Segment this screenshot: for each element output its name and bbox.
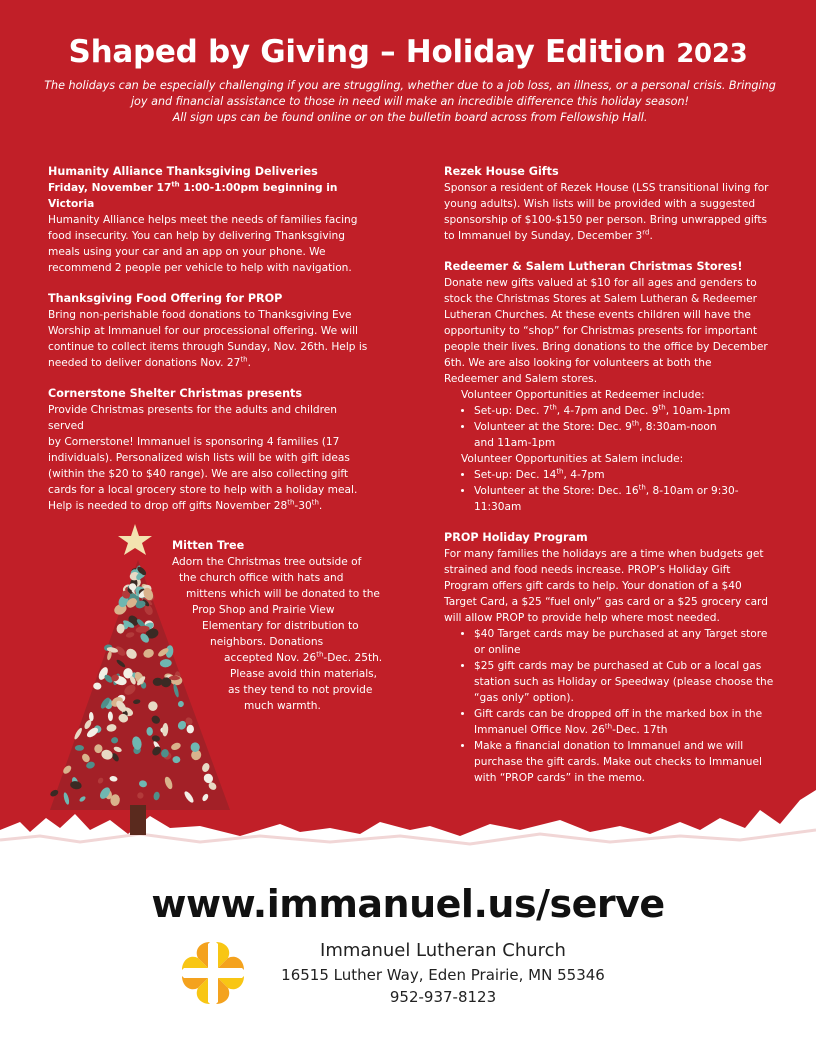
body-line: Bring non-perishable food donations to Thanksgiving Eve xyxy=(48,309,352,321)
body-line: sponsorship of $100-$150 per person. Bring unwrapped gifts xyxy=(444,214,768,226)
section-heading: Redeemer & Salem Lutheran Christmas Stores! xyxy=(444,260,743,273)
body-line: Donate new gifts valued at $10 for all ages and genders to xyxy=(444,277,757,289)
body-line: accepted Nov. 26th-Dec. 25th. xyxy=(224,650,383,664)
list-item: • Volunteer at the Store: Dec. 9th, 8:30am-noon and 11am-1pm xyxy=(474,419,776,451)
body-line: needed to deliver donations Nov. 27th. xyxy=(48,355,251,369)
section-heading: PROP Holiday Program xyxy=(444,531,588,544)
body-line: to Immanuel by Sunday, December 3rd. xyxy=(444,228,653,242)
church-cross-logo xyxy=(180,940,246,1006)
body-line: For many families the holidays are a time when budgets get xyxy=(444,548,764,560)
body-line: cards for a local grocery store to help with a holiday meal. xyxy=(48,484,358,496)
body-line: continue to collect items through Sunday, Nov. 26th. Help is xyxy=(48,341,368,353)
body-line: Sponsor a resident of Rezek House (LSS transitional living for xyxy=(444,182,769,194)
body-line: Provide Christmas presents for the adults and children served xyxy=(48,404,337,432)
body-line: Worship at Immanuel for our processional offering. We will xyxy=(48,325,358,337)
church-contact-block xyxy=(270,938,616,1008)
redeemer-list xyxy=(444,403,776,451)
intro-text xyxy=(40,78,780,126)
body-line: Help is needed to drop off gifts November 28th-30th. xyxy=(48,498,323,512)
body-line: will allow PROP to provide help where most needed. xyxy=(444,612,720,624)
prop-holiday-section xyxy=(444,530,776,786)
body-line: Target Card, a $25 “fuel only” gas card or a $25 grocery card xyxy=(444,596,768,608)
salem-volunteer-label: Volunteer Opportunities at Salem include: xyxy=(461,453,684,465)
rezek-house-section xyxy=(444,164,776,244)
body-line: 6th. We are also looking for volunteers at both the xyxy=(444,357,712,369)
christmas-stores-section xyxy=(444,259,776,515)
body-line: much warmth. xyxy=(244,700,321,712)
body-line: Please avoid thin materials, xyxy=(230,668,378,680)
list-item: • $40 Target cards may be purchased at any Target store or online xyxy=(474,626,776,658)
body-line: Elementary for distribution to xyxy=(202,620,359,632)
church-phone: 952-937-8123 xyxy=(389,988,497,1006)
body-line: (within the $20 to $40 range). We are also collecting gift xyxy=(48,468,349,480)
body-line: stock the Christmas Stores at Salem Lutheran & Redeemer xyxy=(444,293,758,305)
page-title xyxy=(0,34,816,70)
event-date: Friday, November 17th 1:00-1:00pm beginning in Victoria xyxy=(48,180,338,210)
body-line: strained and food needs increase. PROP’s Holiday Gift xyxy=(444,564,731,576)
prop-food-offering-section xyxy=(48,291,368,371)
list-item: • Set-up: Dec. 14th, 4-7pm xyxy=(474,467,776,483)
church-name: Immanuel Lutheran Church xyxy=(320,940,566,961)
cornerstone-section xyxy=(48,386,368,514)
body-line: neighbors. Donations xyxy=(210,636,324,648)
intro-line: The holidays can be especially challenging if you are struggling, whether due to a job loss, an illness, or a personal crisis. Bringing xyxy=(44,79,776,92)
body-line: by Cornerstone! Immanuel is sponsoring 4 families (17 xyxy=(48,436,340,448)
section-heading: Cornerstone Shelter Christmas presents xyxy=(48,387,303,400)
body-line: recommend 2 people per vehicle to help with navigation. xyxy=(48,262,352,274)
body-line: Humanity Alliance helps meet the needs of families facing xyxy=(48,214,358,226)
body-line: Program offers gift cards to help. Your donation of a $40 xyxy=(444,580,742,592)
section-heading: Thanksgiving Food Offering for PROP xyxy=(48,292,283,305)
section-heading: Rezek House Gifts xyxy=(444,165,559,178)
list-item: • Gift cards can be dropped off in the marked box in the Immanuel Office Nov. 26th-Dec. 17th xyxy=(474,706,776,738)
body-line: Lutheran Churches. At these events children will have the xyxy=(444,309,751,321)
list-item: • $25 gift cards may be purchased at Cub or a local gas station such as Holiday or Speedway (please choose the “gas only” option). xyxy=(474,658,776,706)
mitten-tree-section xyxy=(172,538,392,714)
body-line: as they tend to not provide xyxy=(228,684,373,696)
intro-line: joy and financial assistance to those in need will make an incredible difference this holiday season! xyxy=(130,95,690,108)
body-line: people their lives. Bring donations to the office by December xyxy=(444,341,768,353)
church-address: 16515 Luther Way, Eden Prairie, MN 55346 xyxy=(281,966,605,984)
body-line: food insecurity. You can help by delivering Thanksgiving xyxy=(48,230,346,242)
body-line: Redeemer and Salem stores. xyxy=(444,373,598,385)
salem-list xyxy=(444,467,776,515)
body-line: individuals). Personalized wish lists will be with gift ideas xyxy=(48,452,350,464)
title-main: Shaped by Giving – Holiday Edition xyxy=(68,34,666,70)
body-line: Adorn the Christmas tree outside of xyxy=(172,556,362,568)
list-item: • Volunteer at the Store: Dec. 16th, 8-10am or 9:30- 11:30am xyxy=(474,483,776,515)
section-heading: Humanity Alliance Thanksgiving Deliveries xyxy=(48,165,318,178)
body-line: young adults). Wish lists will be provided with a suggested xyxy=(444,198,756,210)
body-line: opportunity to “shop” for Christmas presents for important xyxy=(444,325,758,337)
website-url-link[interactable]: www.immanuel.us/serve xyxy=(151,882,665,926)
prop-bullet-list xyxy=(444,626,776,786)
section-heading: Mitten Tree xyxy=(172,539,245,552)
left-column xyxy=(48,164,368,529)
humanity-alliance-section xyxy=(48,164,368,276)
intro-line: All sign ups can be found online or on the bulletin board across from Fellowship Hall. xyxy=(172,111,648,124)
body-line: meals using your car and an app on your phone. We xyxy=(48,246,326,258)
body-line: mittens which will be donated to the xyxy=(186,588,380,600)
list-item: • Make a financial donation to Immanuel and we will purchase the gift cards. Make out checks to Immanuel with “PROP cards” in the memo. xyxy=(474,738,776,786)
right-column xyxy=(444,164,776,801)
title-year: 2023 xyxy=(676,39,748,69)
list-item: • Set-up: Dec. 7th, 4-7pm and Dec. 9th, 10am-1pm xyxy=(474,403,776,419)
body-line: Prop Shop and Prairie View xyxy=(192,604,335,616)
redeemer-volunteer-label: Volunteer Opportunities at Redeemer include: xyxy=(461,389,705,401)
body-line: the church office with hats and xyxy=(179,572,344,584)
